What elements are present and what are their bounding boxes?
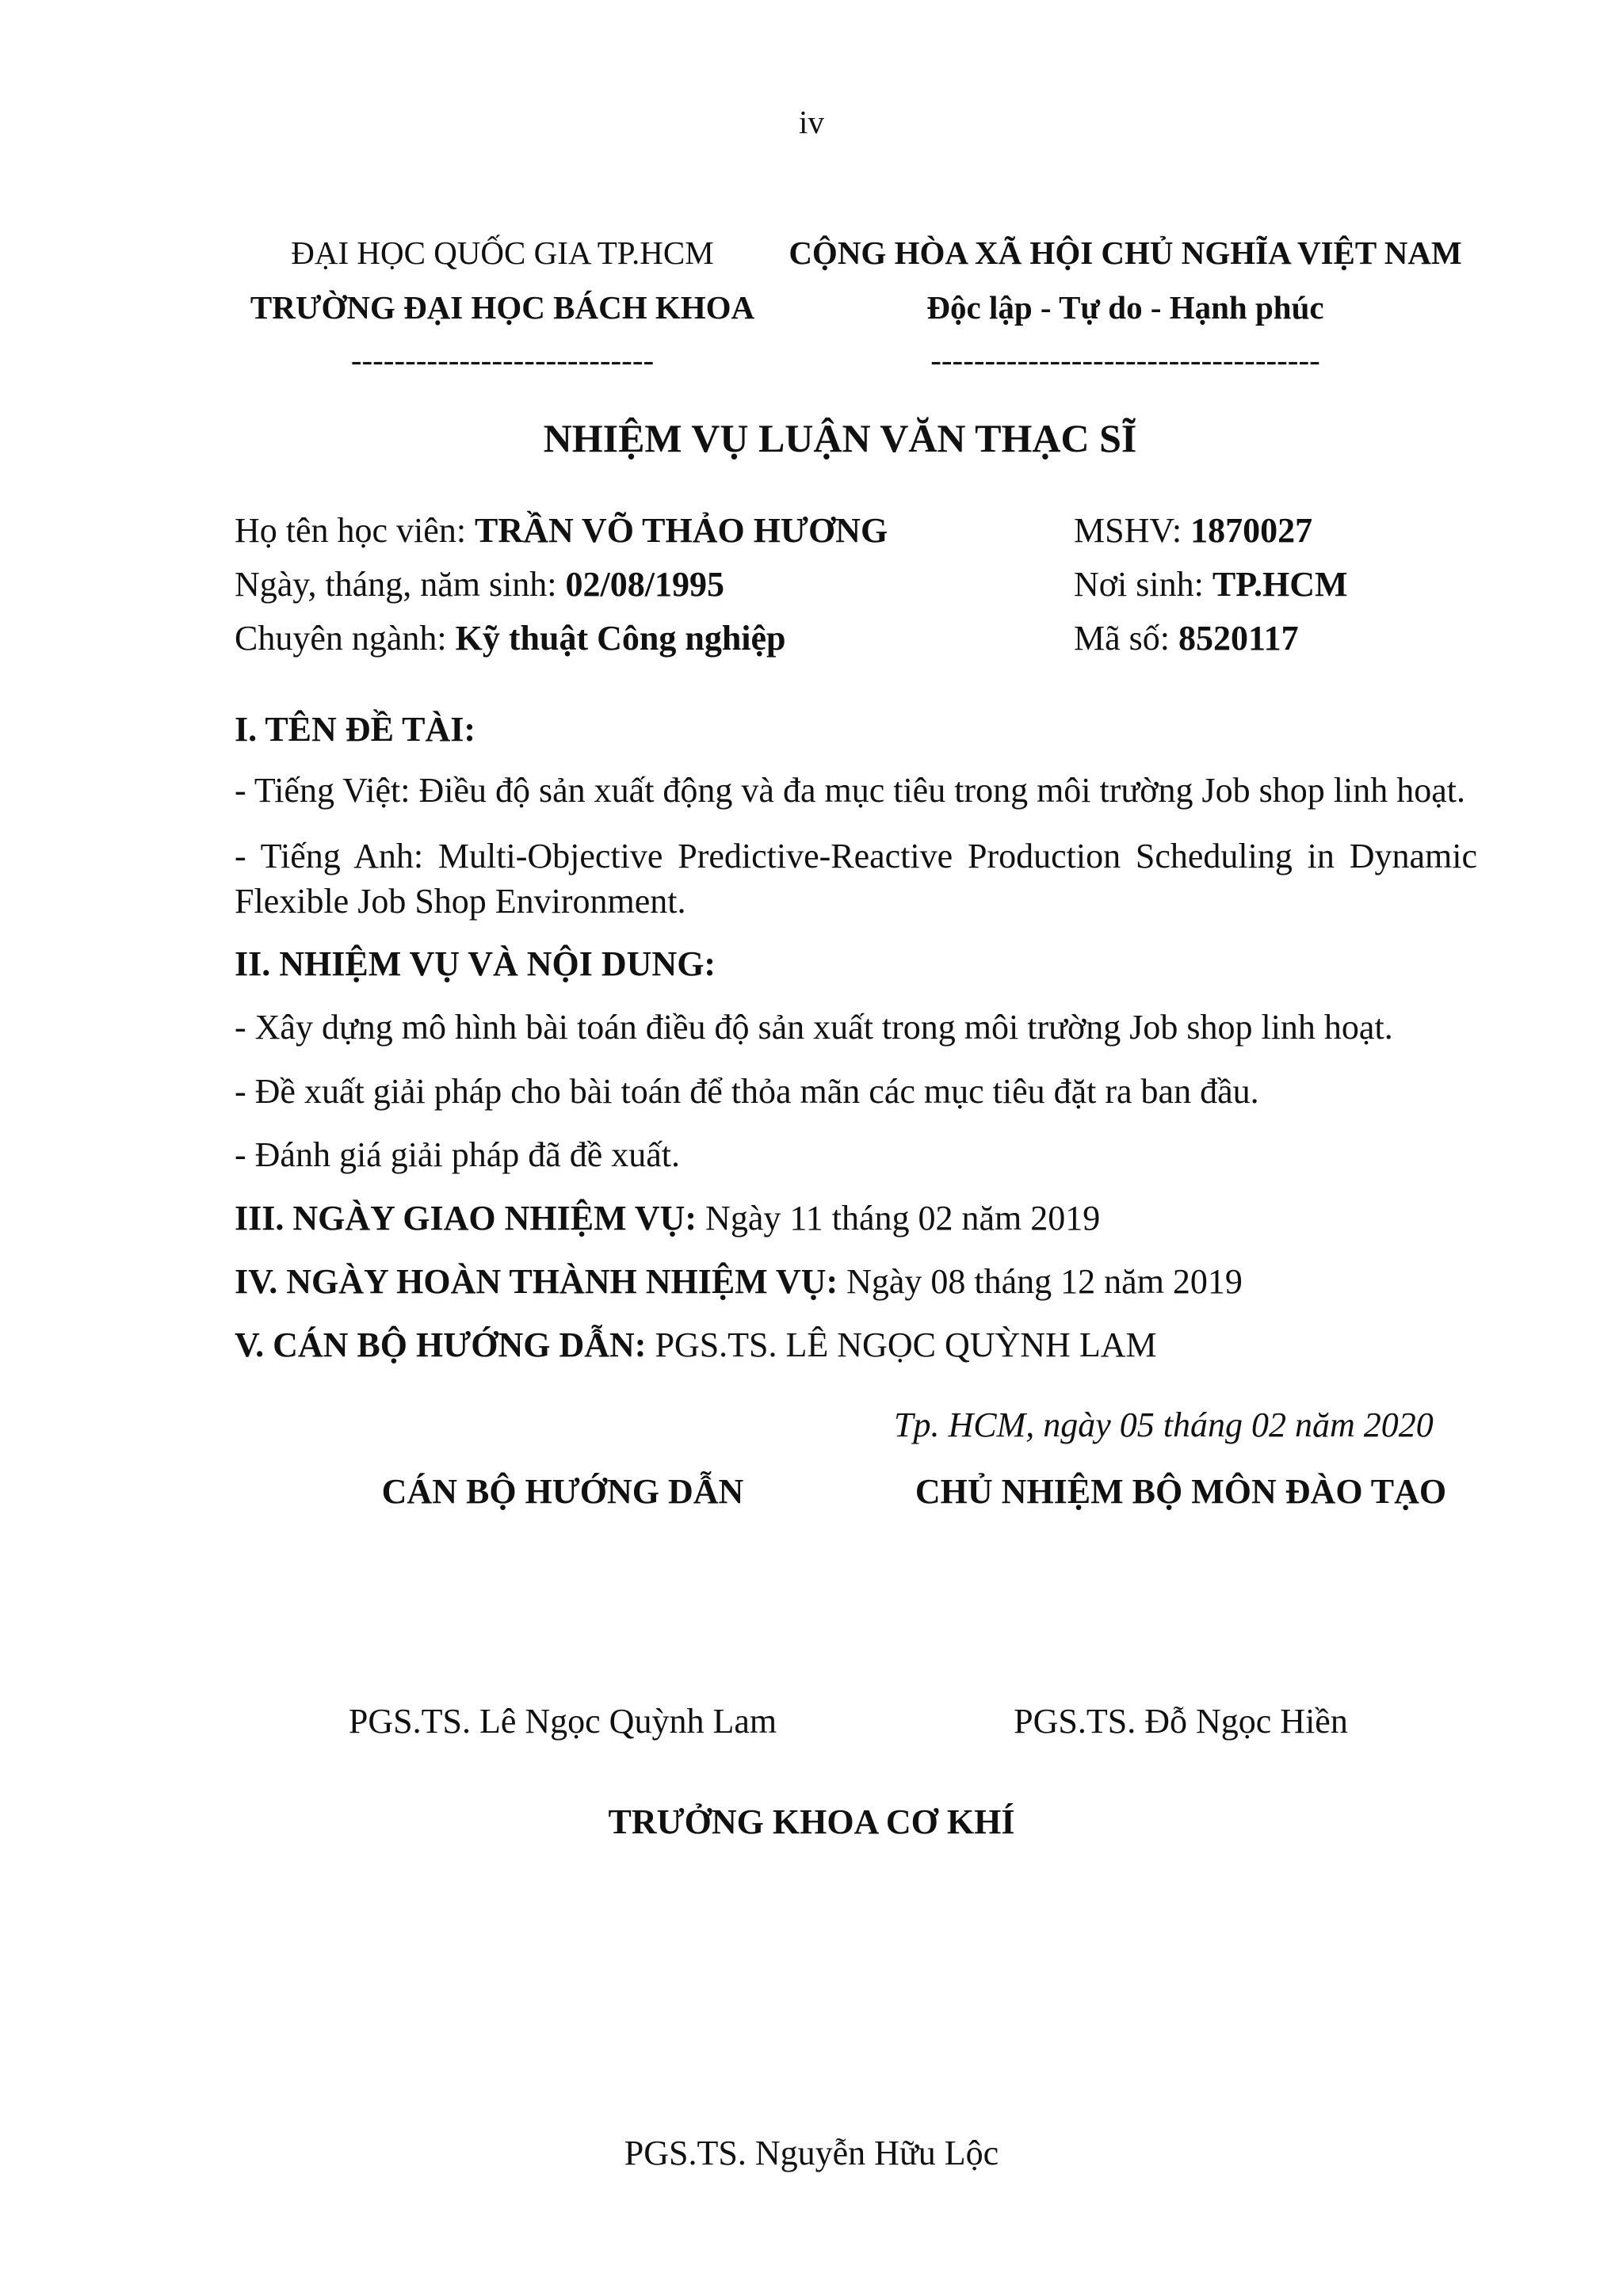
department-head-signature-title: CHỦ NHIỆM BỘ MÔN ĐÀO TẠO — [915, 1472, 1447, 1511]
task-item: - Đánh giá giải pháp đã đề xuất. — [235, 1135, 681, 1174]
supervisor-label: V. CÁN BỘ HƯỚNG DẪN: — [235, 1325, 655, 1364]
section-2-heading: II. NHIỆM VỤ VÀ NỘI DUNG: — [235, 944, 716, 983]
header-right-divider: ------------------------------------ — [930, 341, 1320, 378]
major-code-label: Mã số: — [1074, 619, 1178, 658]
assignment-date-label: III. NGÀY GIAO NHIỆM VỤ: — [235, 1199, 706, 1238]
dob-label: Ngày, tháng, năm sinh: — [235, 565, 566, 604]
dob-row — [235, 563, 724, 607]
completion-date-value: Ngày 08 tháng 12 năm 2019 — [846, 1262, 1243, 1301]
supervisor-value: PGS.TS. LÊ NGỌC QUỲNH LAM — [655, 1325, 1157, 1364]
supervisor-row — [235, 1323, 1157, 1367]
supervisor-signature-name: PGS.TS. Lê Ngọc Quỳnh Lam — [348, 1702, 777, 1741]
student-id-value: 1870027 — [1190, 511, 1313, 550]
signing-date-place: Tp. HCM, ngày 05 tháng 02 năm 2020 — [894, 1405, 1434, 1444]
title-english-line-2: Flexible Job Shop Environment. — [235, 882, 686, 921]
national-title: CỘNG HÒA XÃ HỘI CHỦ NGHĨA VIỆT NAM — [789, 235, 1462, 271]
birthplace-row — [1074, 563, 1348, 607]
department-head-signature-name: PGS.TS. Đỗ Ngọc Hiền — [1014, 1702, 1348, 1741]
school-name: TRƯỜNG ĐẠI HỌC BÁCH KHOA — [250, 289, 755, 326]
assignment-date-row — [235, 1196, 1100, 1241]
student-name-label: Họ tên học viên: — [235, 511, 475, 550]
major-code-value: 8520117 — [1178, 619, 1299, 658]
student-name-value: TRẦN VÕ THẢO HƯƠNG — [475, 511, 888, 550]
task-item: - Đề xuất giải pháp cho bài toán để thỏa mãn các mục tiêu đặt ra ban đầu. — [235, 1072, 1259, 1111]
document-title: NHIỆM VỤ LUẬN VĂN THẠC SĨ — [543, 416, 1137, 460]
completion-date-label: IV. NGÀY HOÀN THÀNH NHIỆM VỤ: — [235, 1262, 847, 1301]
title-vietnamese: - Tiếng Việt: Điều độ sản xuất động và đa mục tiêu trong môi trường Job shop linh hoạt. — [235, 771, 1465, 810]
title-english-line-1: - Tiếng Anh: Multi-Objective Predictive-Reactive Production Scheduling in Dynamic — [235, 837, 1477, 875]
student-name-row — [235, 509, 888, 553]
supervisor-signature-title: CÁN BỘ HƯỚNG DẪN — [381, 1472, 744, 1511]
university-name: ĐẠI HỌC QUỐC GIA TP.HCM — [291, 235, 714, 271]
page-number: iv — [799, 104, 824, 140]
major-value: Kỹ thuật Công nghiệp — [455, 619, 786, 658]
completion-date-row — [235, 1260, 1243, 1304]
major-row — [235, 616, 786, 661]
dean-signature-name: PGS.TS. Nguyễn Hữu Lộc — [624, 2134, 999, 2172]
task-item: - Xây dựng mô hình bài toán điều độ sản xuất trong môi trường Job shop linh hoạt. — [235, 1008, 1393, 1047]
student-id-row — [1074, 509, 1312, 553]
birthplace-label: Nơi sinh: — [1074, 565, 1212, 604]
dean-signature-title: TRƯỞNG KHOA CƠ KHÍ — [608, 1802, 1015, 1841]
major-label: Chuyên ngành: — [235, 619, 456, 658]
header-left-divider: ---------------------------- — [350, 341, 655, 378]
birthplace-value: TP.HCM — [1212, 565, 1348, 604]
major-code-row — [1074, 616, 1299, 661]
section-1-heading: I. TÊN ĐỀ TÀI: — [235, 710, 476, 749]
dob-value: 02/08/1995 — [565, 565, 724, 604]
student-id-label: MSHV: — [1074, 511, 1191, 550]
national-motto: Độc lập - Tự do - Hạnh phúc — [926, 289, 1324, 326]
assignment-date-value: Ngày 11 tháng 02 năm 2019 — [705, 1199, 1101, 1238]
